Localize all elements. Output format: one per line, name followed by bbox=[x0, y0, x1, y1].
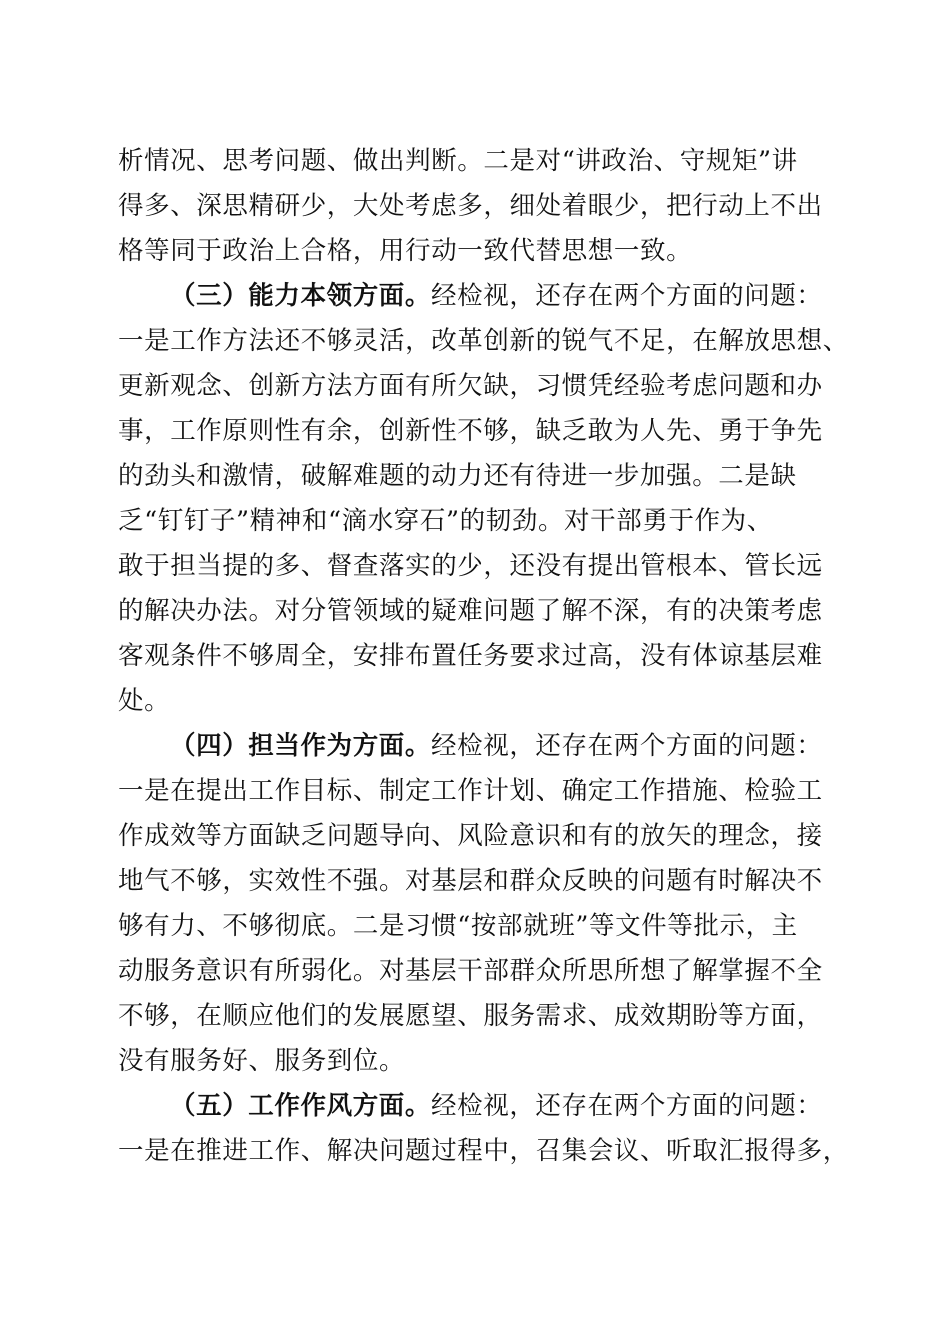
text-line: 析情况、思考问题、做出判断。二是对“讲政治、守规矩”讲 bbox=[118, 146, 798, 176]
text-line: 作成效等方面缺乏问题导向、风险意识和有的放矢的理念，接 bbox=[118, 821, 823, 851]
text-line: 一是在提出工作目标、制定工作计划、确定工作措施、检验工 bbox=[118, 776, 823, 806]
text-line: 更新观念、创新方法方面有所欠缺，习惯凭经验考虑问题和办 bbox=[118, 371, 823, 401]
section-4-intro: 经检视，还存在两个方面的问题： bbox=[431, 731, 823, 761]
section-5-heading: （五）工作作风方面。 bbox=[170, 1091, 432, 1121]
text-line: 的解决办法。对分管领域的疑难问题了解不深，有的决策考虑 bbox=[118, 596, 823, 626]
text-line: 一是工作方法还不够灵活，改革创新的锐气不足，在解放思想、 bbox=[118, 326, 849, 356]
text-line: 地气不够，实效性不强。对基层和群众反映的问题有时解决不 bbox=[118, 866, 823, 896]
text-line: 的劲头和激情，破解难题的动力还有待进一步加强。二是缺 bbox=[118, 461, 797, 491]
text-line: 得多、深思精研少，大处考虑多，细处着眼少，把行动上不出 bbox=[118, 191, 823, 221]
section-3-intro: 经检视，还存在两个方面的问题： bbox=[431, 281, 823, 311]
text-line: 没有服务好、服务到位。 bbox=[118, 1046, 406, 1076]
text-line: 处。 bbox=[118, 686, 171, 716]
section-4-heading: （四）担当作为方面。 bbox=[170, 731, 432, 761]
text-line: 客观条件不够周全，安排布置任务要求过高，没有体谅基层难 bbox=[118, 641, 823, 671]
text-line: 格等同于政治上合格，用行动一致代替思想一致。 bbox=[118, 236, 693, 266]
text-line: 事，工作原则性有余，创新性不够，缺乏敢为人先、勇于争先 bbox=[118, 416, 823, 446]
section-5-intro: 经检视，还存在两个方面的问题： bbox=[431, 1091, 823, 1121]
text-line: 够有力、不够彻底。二是习惯“按部就班”等文件等批示，主 bbox=[118, 911, 798, 941]
section-3-heading: （三）能力本领方面。 bbox=[170, 281, 432, 311]
section-5-first-line bbox=[170, 1091, 823, 1121]
text-line: 不够，在顺应他们的发展愿望、服务需求、成效期盼等方面， bbox=[118, 1001, 823, 1031]
section-3-first-line bbox=[170, 281, 823, 311]
text-line: 敢于担当提的多、督查落实的少，还没有提出管根本、管长远 bbox=[118, 551, 823, 581]
section-4-first-line bbox=[170, 731, 823, 761]
text-line: 乏“钉钉子”精神和“滴水穿石”的韧劲。对干部勇于作为、 bbox=[118, 506, 773, 536]
text-line: 一是在推进工作、解决问题过程中，召集会议、听取汇报得多， bbox=[118, 1136, 849, 1166]
text-line: 动服务意识有所弱化。对基层干部群众所思所想了解掌握不全 bbox=[118, 956, 823, 986]
